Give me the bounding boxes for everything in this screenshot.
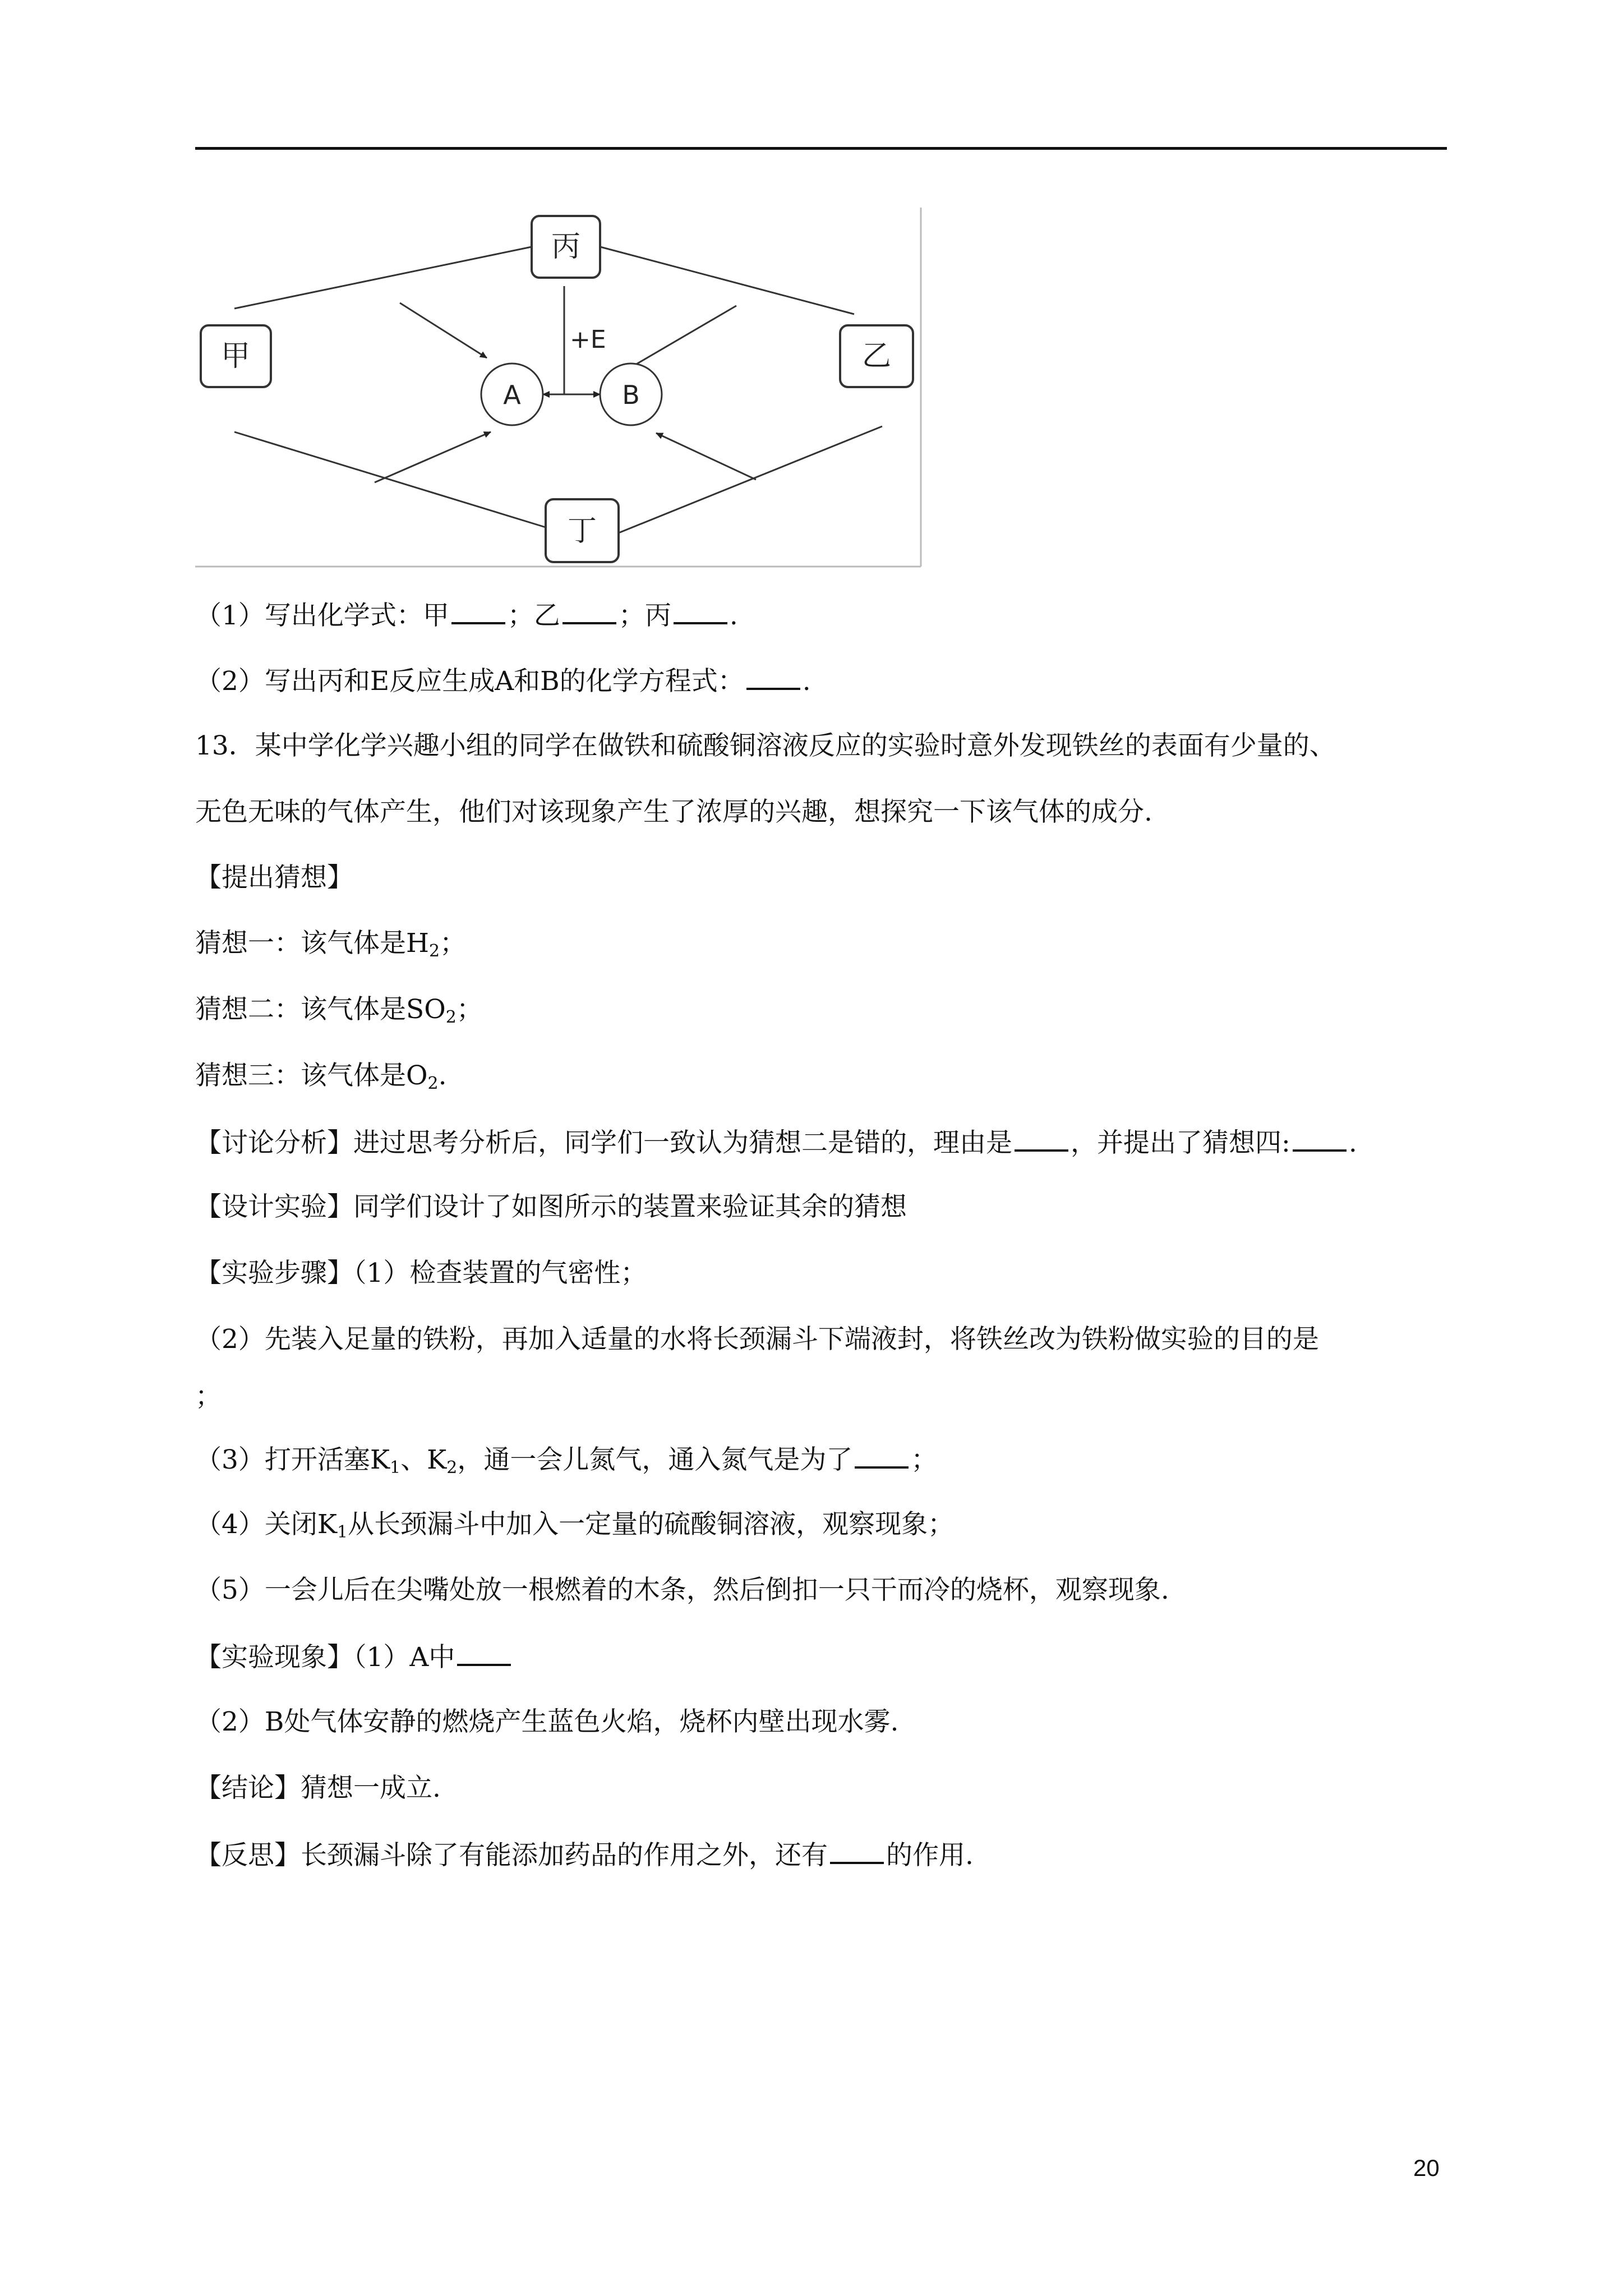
edge-jia-bing (234, 247, 532, 309)
hypothesis-3 (195, 1059, 447, 1093)
reflection (195, 1837, 974, 1872)
hypothesis-2 (195, 993, 483, 1027)
step-5: （5）一会儿后在尖嘴处放一根燃着的木条，然后倒扣一只干而冷的烧杯，观察现象. (195, 1575, 1169, 1605)
edge-jia-ding (234, 432, 546, 527)
text: . (438, 1060, 447, 1091)
hypothesis-1 (195, 927, 466, 960)
text: （2）写出丙和E反应生成A和B的化学方程式： (195, 666, 744, 697)
step-4 (195, 1508, 954, 1542)
question-1-formulas (195, 597, 738, 633)
answer-blank (830, 1837, 884, 1864)
subscript: 2 (427, 1074, 439, 1093)
answer-blank (1293, 1125, 1347, 1152)
step-2-end: ； (195, 1381, 222, 1412)
text: （4）关闭K (195, 1509, 338, 1540)
text: ，通一会儿氮气，通入氮气是为了 (457, 1444, 853, 1475)
section-hypothesis: 【提出猜想】 (195, 862, 353, 893)
reaction-diagram (195, 208, 924, 569)
node-bing (532, 216, 600, 278)
text: . (1348, 1128, 1357, 1158)
text: 的作用. (886, 1840, 974, 1871)
node-ding-label: 丁 (567, 514, 597, 548)
question-2-equation (195, 663, 811, 698)
text: 【讨论分析】进过思考分析后，同学们一致认为猜想二是错的，理由是 (195, 1128, 1012, 1158)
answer-blank (674, 597, 727, 624)
conclusion: 【结论】猜想一成立. (195, 1773, 441, 1803)
node-ding (546, 499, 619, 562)
subscript: 2 (445, 1007, 457, 1027)
text: ； (440, 928, 467, 959)
text: ；乙 (507, 600, 560, 631)
discussion-analysis (195, 1125, 1357, 1160)
text: . (802, 666, 811, 697)
node-b-label: B (622, 380, 640, 410)
text: 【实验现象】（1）A中 (195, 1642, 455, 1673)
arrow-to-b-top (626, 306, 736, 370)
text: ；丙 (618, 600, 671, 631)
text: 猜想二：该气体是SO (195, 994, 446, 1025)
arrow-to-a-bottom (375, 432, 491, 482)
text: （1）写出化学式：甲 (195, 600, 449, 631)
subscript: 2 (429, 941, 440, 961)
edge-ding-yi (619, 426, 882, 533)
answer-blank (1015, 1125, 1068, 1152)
page-number: 20 (1413, 2155, 1440, 2181)
edge-label-plus-e: +E (570, 325, 606, 354)
node-jia (201, 325, 271, 387)
answer-blank (855, 1442, 909, 1469)
text: （3）打开活塞K (195, 1444, 390, 1475)
text: 、K (400, 1444, 447, 1475)
answer-blank (746, 663, 800, 690)
design-experiment: 【设计实验】同学们设计了如图所示的装置来验证其余的猜想 (195, 1191, 907, 1222)
arrow-to-b-bottom (656, 433, 756, 480)
question-13-intro-cont: 无色无味的气体产生，他们对该现象产生了浓厚的兴趣，想探究一下该气体的成分. (195, 797, 1152, 827)
text: 猜想一：该气体是H (195, 928, 429, 959)
subscript: 1 (390, 1458, 401, 1478)
question-13-intro: 13．某中学化学兴趣小组的同学在做铁和硫酸铜溶液反应的实验时意外发现铁丝的表面有少量的、 (195, 730, 1336, 761)
step-2: （2）先装入足量的铁粉，再加入适量的水将长颈漏斗下端液封，将铁丝改为铁粉做实验的目的是 (195, 1324, 1319, 1355)
subscript: 2 (446, 1458, 458, 1478)
step-1: 【实验步骤】（1）检查装置的气密性； (195, 1258, 647, 1289)
header-rule (195, 147, 1447, 150)
node-jia-label: 甲 (220, 339, 251, 373)
node-a (481, 364, 543, 425)
text: 【反思】长颈漏斗除了有能添加药品的作用之外，还有 (195, 1840, 828, 1871)
node-b (600, 364, 662, 425)
node-a-label: A (503, 380, 521, 410)
subscript: 1 (337, 1522, 348, 1542)
text: ； (456, 994, 483, 1025)
answer-blank (562, 597, 616, 624)
node-yi-label: 乙 (861, 339, 892, 373)
text: 从长颈漏斗中加入一定量的硫酸铜溶液，观察现象； (348, 1509, 955, 1540)
answer-blank (451, 597, 505, 624)
text: ，并提出了猜想四: (1071, 1128, 1290, 1158)
phenomenon-2: （2）B处气体安静的燃烧产生蓝色火焰，烧杯内壁出现水雾. (195, 1706, 899, 1737)
step-3 (195, 1442, 937, 1477)
text: . (729, 600, 738, 631)
arrow-to-a-top (400, 303, 487, 358)
text: ； (911, 1444, 938, 1475)
text: 猜想三：该气体是O (195, 1060, 428, 1091)
edge-bing-yi (600, 247, 854, 314)
node-bing-label: 丙 (551, 230, 581, 264)
phenomenon-1 (195, 1639, 513, 1674)
node-yi (840, 325, 913, 387)
answer-blank (457, 1639, 511, 1666)
